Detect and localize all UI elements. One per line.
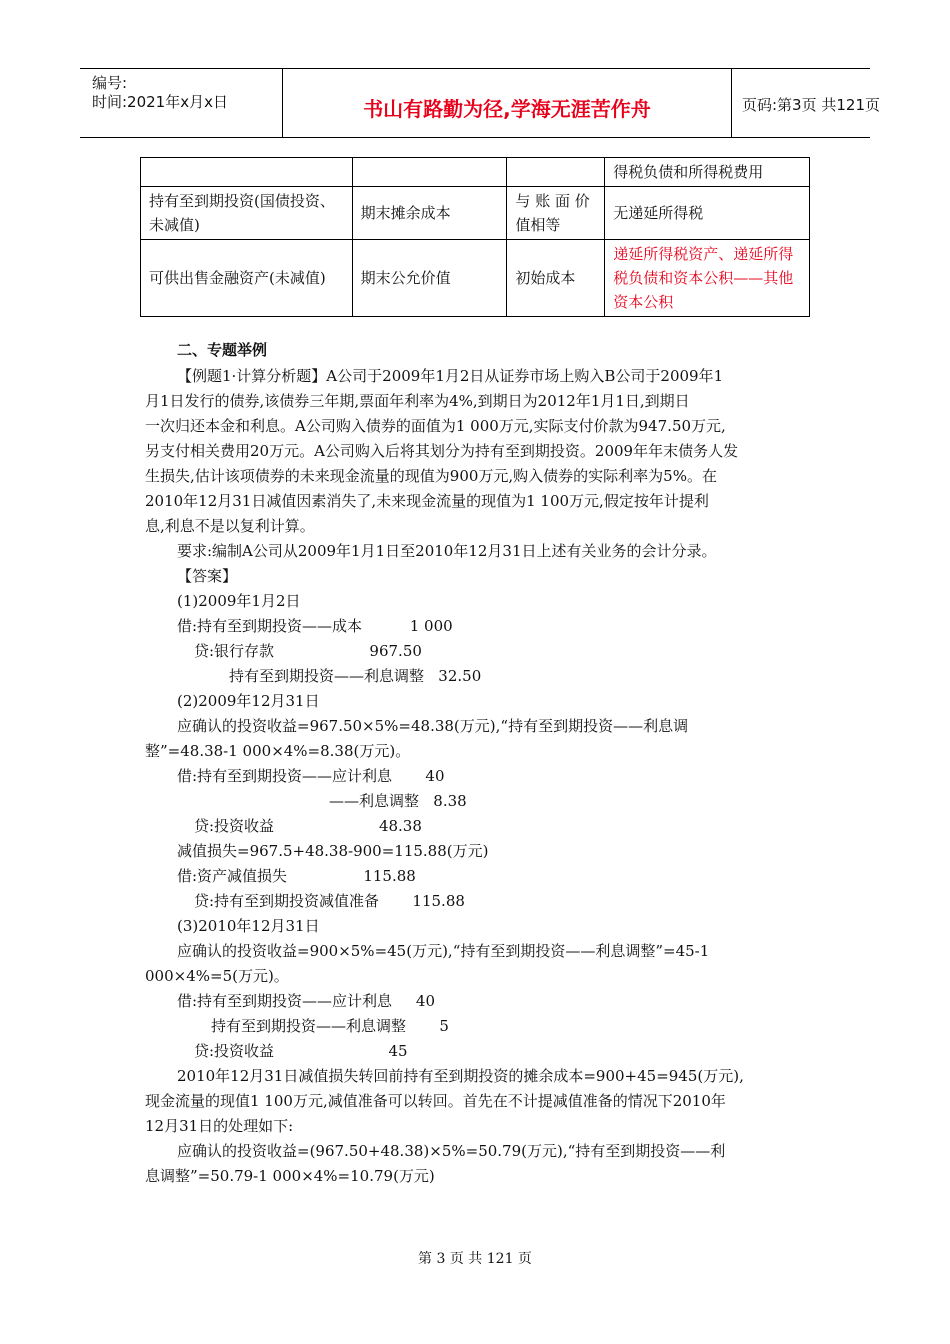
journal-entry-line: 贷:投资收益 45 (194, 1042, 408, 1060)
journal-entry-line: 借:持有至到期投资——应计利息 40 (177, 992, 435, 1010)
table-cell (141, 158, 353, 187)
paragraph-line: 2010年12月31日减值因素消失了,未来现金流量的现值为1 100万元,假定按年计提利 (145, 492, 709, 510)
paragraph-line: 息调整”=50.79-1 000×4%=10.79(万元) (145, 1167, 435, 1185)
journal-entry-line: ——利息调整 8.38 (329, 792, 467, 810)
paragraph-line: 12月31日的处理如下: (145, 1117, 294, 1135)
paragraph-line: 月1日发行的债券,该债券三年期,票面年利率为4%,到期日为2012年1月1日,到期日 (145, 392, 690, 410)
step-heading: (3)2010年12月31日 (177, 917, 320, 935)
table-cell: 可供出售金融资产(未减值) (141, 240, 353, 317)
table-cell: 期末摊余成本 (352, 187, 507, 240)
comparison-table (140, 157, 810, 317)
table-cell: 无递延所得税 (605, 187, 810, 240)
journal-entry-line: 借:持有至到期投资——应计利息 40 (177, 767, 445, 785)
paragraph-line: 一次归还本金和利息。A公司购入债券的面值为1 000万元,实际支付价款为947.50万元, (145, 417, 726, 435)
paragraph-line: 000×4%=5(万元)。 (145, 967, 289, 985)
step-heading: (2)2009年12月31日 (177, 692, 320, 710)
paragraph-line: 息,利息不是以复利计算。 (145, 517, 315, 535)
header-motto-cell (283, 69, 732, 137)
journal-entry-line: 持有至到期投资——利息调整 5 (211, 1017, 449, 1035)
journal-entry-line: 借:持有至到期投资——成本 1 000 (177, 617, 453, 635)
journal-entry-line: 持有至到期投资——利息调整 32.50 (229, 667, 482, 685)
requirement-line: 要求:编制A公司从2009年1月1日至2010年12月31日上述有关业务的会计分录。 (177, 542, 717, 560)
doc-number-label: 编号: (92, 74, 128, 92)
paragraph-line: 另支付相关费用20万元。A公司购入后将其划分为持有至到期投资。2009年年末债务人发 (145, 442, 739, 460)
step-heading: (1)2009年1月2日 (177, 592, 301, 610)
answer-heading: 【答案】 (177, 567, 238, 585)
paragraph-line: 生损失,估计该项债券的未来现金流量的现值为900万元,购入债券的实际利率为5%。在 (145, 467, 717, 485)
table-cell: 与 账 面 价值相等 (507, 187, 605, 240)
paragraph-line: 【例题1·计算分析题】A公司于2009年1月2日从证券市场上购入B公司于2009年1 (177, 367, 724, 385)
table-cell (352, 158, 507, 187)
paragraph-line: 应确认的投资收益=(967.50+48.38)×5%=50.79(万元),“持有至到期投资——利 (177, 1142, 726, 1160)
paragraph-line: 应确认的投资收益=900×5%=45(万元),“持有至到期投资——利息调整”=45-1 (177, 942, 710, 960)
header-page-cell (732, 69, 880, 137)
table-cell: 得税负债和所得税费用 (605, 158, 810, 187)
table-row (141, 187, 810, 240)
section-heading: 二、专题举例 (177, 341, 268, 359)
table-cell: 持有至到期投资(国债投资、未减值) (141, 187, 353, 240)
table-cell (507, 158, 605, 187)
table-cell: 初始成本 (507, 240, 605, 317)
paragraph-line: 整”=48.38-1 000×4%=8.38(万元)。 (145, 742, 411, 760)
table-cell-highlight: 递延所得税资产、递延所得税负债和资本公积——其他资本公积 (605, 240, 810, 317)
journal-entry-line: 贷:投资收益 48.38 (194, 817, 422, 835)
page-indicator: 页码:第3页 共121页 (742, 96, 880, 114)
paragraph-line: 减值损失=967.5+48.38-900=115.88(万元) (177, 842, 489, 860)
page-footer: 第 3 页 共 121 页 (418, 1251, 532, 1267)
header-meta (80, 69, 283, 137)
journal-entry-line: 贷:银行存款 967.50 (194, 642, 422, 660)
page-header (80, 68, 880, 138)
journal-entry-line: 借:资产减值损失 115.88 (177, 867, 416, 885)
table-cell: 期末公允价值 (352, 240, 507, 317)
journal-entry-line: 贷:持有至到期投资减值准备 115.88 (194, 892, 465, 910)
doc-date-label: 时间:2021年x月x日 (92, 93, 228, 111)
table-row (141, 240, 810, 317)
paragraph-line: 现金流量的现值1 100万元,减值准备可以转回。首先在不计提减值准备的情况下2010年 (145, 1092, 726, 1110)
paragraph-line: 应确认的投资收益=967.50×5%=48.38(万元),“持有至到期投资——利息调 (177, 717, 689, 735)
table-row (141, 158, 810, 187)
motto: 书山有路勤为径,学海无涯苦作舟 (363, 97, 651, 121)
paragraph-line: 2010年12月31日减值损失转回前持有至到期投资的摊余成本=900+45=945(万元), (177, 1067, 744, 1085)
